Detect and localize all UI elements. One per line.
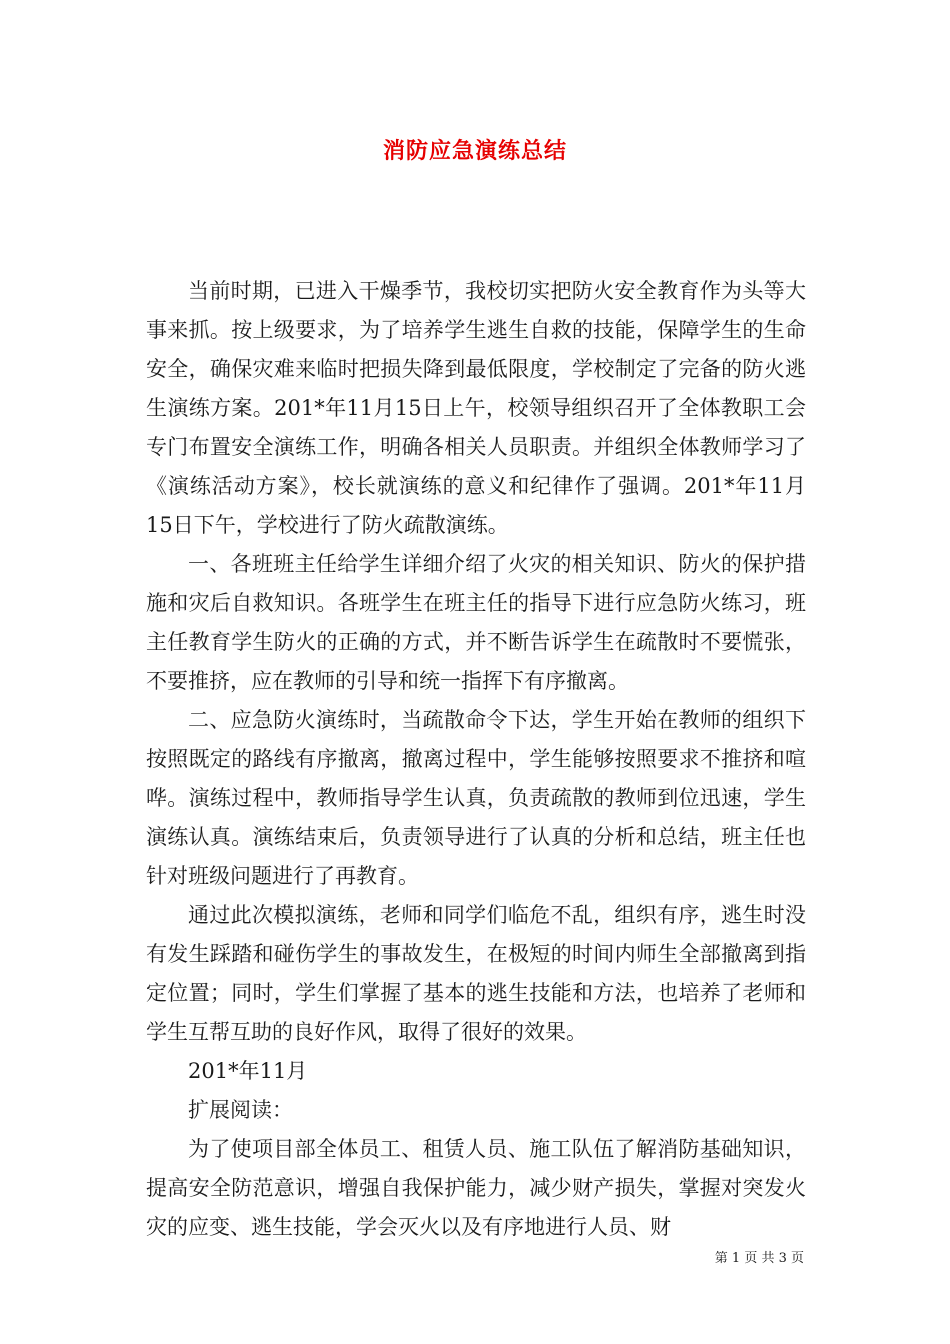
paragraph-date: 201*年11月 — [188, 1059, 308, 1083]
paragraph-intro: 当前时期，已进入干燥季节，我校切实把防火安全教育作为头等大事来抓。按上级要求，为了培养学生逃生自救的技能，保障学生的生命安全，确保灾难来临时把损失降到最低限度，学校制定了完备的防火逃生演练方案。201*年11月15日上午，校领导组织召开了全体教职工会专门布置安全演练工作，明确各相关人员职责。并组织全体教师学习了《演练活动方案》，校长就演练的意义和纪律作了强调。201*年11月15日下午，学校进行了防火疏散演练。 — [146, 279, 806, 537]
page-number: 第 1 页 共 3 页 — [714, 1251, 804, 1266]
paragraph-section-2: 二、应急防火演练时，当疏散命令下达，学生开始在教师的组织下按照既定的路线有序撤离，撤离过程中，学生能够按照要求不推挤和喧哗。演练过程中，教师指导学生认真，负责疏散的教师到位迅速，学生演练认真。演练结束后，负责领导进行了认真的分析和总结，班主任也针对班级问题进行了再教育。 — [146, 708, 806, 888]
paragraph-section-1: 一、各班班主任给学生详细介绍了火灾的相关知识、防火的保护措施和灾后自救知识。各班学生在班主任的指导下进行应急防火练习，班主任教育学生防火的正确的方式，并不断告诉学生在疏散时不要慌张，不要推挤，应在教师的引导和统一指挥下有序撤离。 — [146, 552, 806, 693]
document-body — [146, 272, 806, 1247]
paragraph-conclusion: 通过此次模拟演练，老师和同学们临危不乱，组织有序，逃生时没有发生踩踏和碰伤学生的事故发生，在极短的时间内师生全部撤离到指定位置；同时，学生们掌握了基本的逃生技能和方法，也培养了老师和学生互帮互助的良好作风，取得了很好的效果。 — [146, 903, 806, 1044]
paragraph-extended-reading: 为了使项目部全体员工、租赁人员、施工队伍了解消防基础知识，提高安全防范意识，增强自我保护能力，减少财产损失，掌握对突发火灾的应变、逃生技能，学会灭火以及有序地进行人员、财 — [146, 1137, 806, 1239]
document-title: 消防应急演练总结 — [382, 139, 567, 164]
paragraph-extended-reading-label: 扩展阅读： — [188, 1098, 293, 1122]
